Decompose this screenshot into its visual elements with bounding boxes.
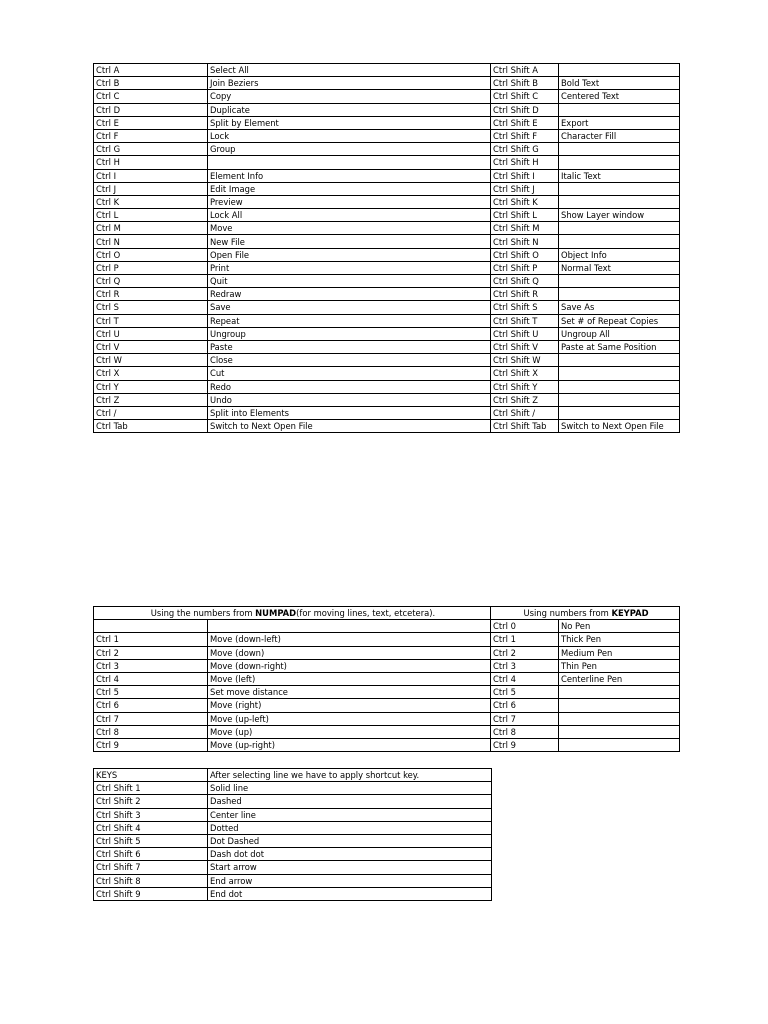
numpad-key: Ctrl 5 [94, 686, 208, 699]
numpad-row [94, 712, 680, 725]
ctrl-shift-shortcut-action: Italic Text [559, 169, 680, 182]
keypad-key: Ctrl 4 [491, 672, 559, 685]
keypad-header-pre: Using numbers from [523, 608, 612, 619]
ctrl-shortcut-action: Move [208, 222, 491, 235]
line-style-name: End dot [208, 887, 492, 900]
line-style-row [94, 821, 492, 834]
numpad-row [94, 672, 680, 685]
ctrl-shortcut-key: Ctrl Y [94, 380, 208, 393]
ctrl-shift-shortcut-key: Ctrl Shift G [491, 143, 559, 156]
ctrl-shortcut-key: Ctrl U [94, 327, 208, 340]
numpad-row [94, 738, 680, 751]
line-style-key: Ctrl Shift 4 [94, 821, 208, 834]
numpad-action: Move (down-left) [208, 633, 491, 646]
line-style-name: Dashed [208, 795, 492, 808]
ctrl-shift-shortcut-action [559, 64, 680, 77]
keypad-action [559, 699, 680, 712]
line-style-row [94, 861, 492, 874]
line-style-key: Ctrl Shift 6 [94, 848, 208, 861]
ctrl-shift-shortcut-action [559, 367, 680, 380]
shortcut-row [94, 275, 680, 288]
ctrl-shift-shortcut-key: Ctrl Shift S [491, 301, 559, 314]
ctrl-shift-shortcut-action: Bold Text [559, 77, 680, 90]
numpad-header-row [94, 607, 680, 620]
shortcut-row [94, 288, 680, 301]
ctrl-shift-shortcut-key: Ctrl Shift / [491, 406, 559, 419]
ctrl-shortcut-action: Split into Elements [208, 406, 491, 419]
ctrl-shortcut-key: Ctrl A [94, 64, 208, 77]
keypad-key: Ctrl 0 [491, 620, 559, 633]
line-style-description-header: After selecting line we have to apply shortcut key. [208, 769, 492, 782]
shortcut-row [94, 64, 680, 77]
keypad-action: Centerline Pen [559, 672, 680, 685]
ctrl-shift-shortcut-action [559, 393, 680, 406]
shortcut-row [94, 380, 680, 393]
shortcut-row [94, 301, 680, 314]
ctrl-shortcut-key: Ctrl F [94, 129, 208, 142]
ctrl-shift-shortcut-key: Ctrl Shift W [491, 354, 559, 367]
ctrl-shortcut-action: Ungroup [208, 327, 491, 340]
keypad-action: Thin Pen [559, 659, 680, 672]
numpad-action: Move (up) [208, 725, 491, 738]
numpad-key: Ctrl 9 [94, 738, 208, 751]
ctrl-shortcut-key: Ctrl T [94, 314, 208, 327]
numpad-key: Ctrl 1 [94, 633, 208, 646]
shortcut-row [94, 420, 680, 433]
numpad-row [94, 633, 680, 646]
line-style-row [94, 848, 492, 861]
numpad-keypad-body [94, 620, 680, 752]
shortcut-row [94, 156, 680, 169]
line-style-header-row [94, 769, 492, 782]
line-style-key: Ctrl Shift 7 [94, 861, 208, 874]
ctrl-shortcut-key: Ctrl V [94, 340, 208, 353]
ctrl-shortcut-key: Ctrl B [94, 77, 208, 90]
ctrl-shortcuts-body [94, 64, 680, 433]
ctrl-shift-shortcut-action [559, 182, 680, 195]
shortcut-row [94, 129, 680, 142]
line-style-name: Dash dot dot [208, 848, 492, 861]
ctrl-shift-shortcut-key: Ctrl Shift V [491, 340, 559, 353]
shortcut-row [94, 143, 680, 156]
ctrl-shortcut-key: Ctrl S [94, 301, 208, 314]
keypad-key: Ctrl 5 [491, 686, 559, 699]
numpad-header-pre: Using the numbers from [150, 608, 256, 619]
numpad-action: Move (up-right) [208, 738, 491, 751]
numpad-action [208, 620, 491, 633]
numpad-row [94, 659, 680, 672]
shortcut-row [94, 90, 680, 103]
shortcut-row [94, 367, 680, 380]
line-style-key: Ctrl Shift 8 [94, 874, 208, 887]
line-style-row [94, 808, 492, 821]
ctrl-shift-shortcut-key: Ctrl Shift P [491, 261, 559, 274]
numpad-action: Move (right) [208, 699, 491, 712]
numpad-keypad-table [93, 606, 680, 752]
ctrl-shortcut-action: Lock [208, 129, 491, 142]
ctrl-shortcut-action: Undo [208, 393, 491, 406]
ctrl-shift-shortcut-key: Ctrl Shift Y [491, 380, 559, 393]
shortcut-row [94, 393, 680, 406]
ctrl-shortcut-action: Redraw [208, 288, 491, 301]
ctrl-shift-shortcut-action: Ungroup All [559, 327, 680, 340]
shortcut-row [94, 248, 680, 261]
keys-header: KEYS [94, 769, 208, 782]
keypad-action [559, 712, 680, 725]
shortcut-row [94, 195, 680, 208]
ctrl-shift-shortcut-action [559, 380, 680, 393]
ctrl-shift-shortcut-key: Ctrl Shift H [491, 156, 559, 169]
ctrl-shortcut-action: Join Beziers [208, 77, 491, 90]
keypad-key: Ctrl 2 [491, 646, 559, 659]
ctrl-shift-shortcut-key: Ctrl Shift X [491, 367, 559, 380]
numpad-row [94, 646, 680, 659]
ctrl-shift-shortcut-key: Ctrl Shift J [491, 182, 559, 195]
ctrl-shift-shortcut-action: Centered Text [559, 90, 680, 103]
ctrl-shortcut-key: Ctrl X [94, 367, 208, 380]
ctrl-shift-shortcut-key: Ctrl Shift O [491, 248, 559, 261]
shortcut-row [94, 406, 680, 419]
keypad-action [559, 738, 680, 751]
line-style-key: Ctrl Shift 2 [94, 795, 208, 808]
ctrl-shortcut-action: Print [208, 261, 491, 274]
ctrl-shift-shortcut-action [559, 103, 680, 116]
line-style-name: Start arrow [208, 861, 492, 874]
ctrl-shortcut-key: Ctrl I [94, 169, 208, 182]
numpad-action: Move (left) [208, 672, 491, 685]
ctrl-shortcut-action: New File [208, 235, 491, 248]
ctrl-shortcut-action: Edit Image [208, 182, 491, 195]
numpad-action: Move (up-left) [208, 712, 491, 725]
ctrl-shortcut-action: Repeat [208, 314, 491, 327]
ctrl-shift-shortcut-action [559, 354, 680, 367]
ctrl-shortcut-action: Split by Element [208, 116, 491, 129]
keypad-header-keyword: KEYPAD [611, 608, 649, 619]
ctrl-shortcut-key: Ctrl Tab [94, 420, 208, 433]
ctrl-shift-shortcut-action [559, 156, 680, 169]
line-style-name: Solid line [208, 782, 492, 795]
ctrl-shortcut-action: Switch to Next Open File [208, 420, 491, 433]
ctrl-shortcut-key: Ctrl D [94, 103, 208, 116]
numpad-header-keyword: NUMPAD [255, 608, 297, 619]
keypad-action: Medium Pen [559, 646, 680, 659]
keypad-key: Ctrl 1 [491, 633, 559, 646]
ctrl-shift-shortcut-key: Ctrl Shift T [491, 314, 559, 327]
ctrl-shift-shortcut-action: Paste at Same Position [559, 340, 680, 353]
numpad-header-post: (for moving lines, text, etcetera). [296, 608, 436, 619]
ctrl-shift-shortcut-action [559, 406, 680, 419]
ctrl-shortcut-key: Ctrl W [94, 354, 208, 367]
numpad-action: Move (down) [208, 646, 491, 659]
ctrl-shortcut-key: Ctrl R [94, 288, 208, 301]
shortcut-row [94, 116, 680, 129]
ctrl-shortcut-key: Ctrl J [94, 182, 208, 195]
numpad-row [94, 725, 680, 738]
numpad-row [94, 699, 680, 712]
shortcut-row [94, 354, 680, 367]
ctrl-shortcut-action: Element Info [208, 169, 491, 182]
ctrl-shortcut-action: Quit [208, 275, 491, 288]
ctrl-shortcut-action: Close [208, 354, 491, 367]
ctrl-shortcut-key: Ctrl P [94, 261, 208, 274]
ctrl-shortcut-key: Ctrl K [94, 195, 208, 208]
ctrl-shortcut-key: Ctrl E [94, 116, 208, 129]
numpad-key: Ctrl 7 [94, 712, 208, 725]
shortcut-row [94, 222, 680, 235]
numpad-key: Ctrl 2 [94, 646, 208, 659]
line-style-row [94, 874, 492, 887]
numpad-row [94, 620, 680, 633]
ctrl-shift-shortcut-key: Ctrl Shift R [491, 288, 559, 301]
ctrl-shift-shortcut-action: Object Info [559, 248, 680, 261]
keypad-action [559, 686, 680, 699]
shortcut-row [94, 314, 680, 327]
ctrl-shift-shortcut-key: Ctrl Shift F [491, 129, 559, 142]
line-style-key: Ctrl Shift 1 [94, 782, 208, 795]
ctrl-shift-shortcut-key: Ctrl Shift K [491, 195, 559, 208]
line-style-name: Dot Dashed [208, 834, 492, 847]
line-style-row [94, 887, 492, 900]
ctrl-shortcut-action [208, 156, 491, 169]
keypad-action [559, 725, 680, 738]
ctrl-shortcut-action: Paste [208, 340, 491, 353]
ctrl-shortcut-action: Redo [208, 380, 491, 393]
ctrl-shortcut-key: Ctrl G [94, 143, 208, 156]
ctrl-shift-shortcut-action [559, 288, 680, 301]
numpad-row [94, 686, 680, 699]
ctrl-shift-shortcut-key: Ctrl Shift B [491, 77, 559, 90]
ctrl-shortcut-action: Preview [208, 195, 491, 208]
ctrl-shortcut-action: Select All [208, 64, 491, 77]
line-style-name: Center line [208, 808, 492, 821]
ctrl-shortcut-key: Ctrl Z [94, 393, 208, 406]
ctrl-shift-shortcut-action [559, 222, 680, 235]
shortcut-row [94, 77, 680, 90]
numpad-key: Ctrl 8 [94, 725, 208, 738]
ctrl-shortcut-action: Open File [208, 248, 491, 261]
keypad-key: Ctrl 9 [491, 738, 559, 751]
numpad-key: Ctrl 6 [94, 699, 208, 712]
ctrl-shortcut-key: Ctrl M [94, 222, 208, 235]
ctrl-shortcut-action: Group [208, 143, 491, 156]
ctrl-shortcut-action: Copy [208, 90, 491, 103]
numpad-key: Ctrl 4 [94, 672, 208, 685]
ctrl-shortcut-action: Duplicate [208, 103, 491, 116]
ctrl-shift-shortcut-key: Ctrl Shift U [491, 327, 559, 340]
numpad-action: Move (down-right) [208, 659, 491, 672]
keypad-key: Ctrl 6 [491, 699, 559, 712]
line-style-key: Ctrl Shift 9 [94, 887, 208, 900]
keypad-key: Ctrl 7 [491, 712, 559, 725]
ctrl-shortcut-key: Ctrl N [94, 235, 208, 248]
keypad-action: No Pen [559, 620, 680, 633]
ctrl-shift-shortcut-key: Ctrl Shift E [491, 116, 559, 129]
ctrl-shift-shortcut-key: Ctrl Shift Tab [491, 420, 559, 433]
numpad-key [94, 620, 208, 633]
keypad-key: Ctrl 3 [491, 659, 559, 672]
shortcut-row [94, 235, 680, 248]
keypad-header [491, 607, 680, 620]
line-style-body [94, 782, 492, 901]
ctrl-shift-shortcut-key: Ctrl Shift Z [491, 393, 559, 406]
ctrl-shift-shortcut-key: Ctrl Shift N [491, 235, 559, 248]
shortcut-row [94, 169, 680, 182]
line-style-row [94, 782, 492, 795]
ctrl-shift-shortcut-key: Ctrl Shift M [491, 222, 559, 235]
ctrl-shortcut-key: Ctrl Q [94, 275, 208, 288]
ctrl-shift-shortcut-action: Switch to Next Open File [559, 420, 680, 433]
shortcut-row [94, 182, 680, 195]
ctrl-shift-shortcut-action [559, 143, 680, 156]
shortcut-row [94, 340, 680, 353]
line-style-row [94, 795, 492, 808]
ctrl-shortcut-key: Ctrl H [94, 156, 208, 169]
shortcut-row [94, 209, 680, 222]
ctrl-shortcut-action: Cut [208, 367, 491, 380]
ctrl-shift-shortcut-action: Set # of Repeat Copies [559, 314, 680, 327]
line-style-key: Ctrl Shift 5 [94, 834, 208, 847]
shortcut-row [94, 261, 680, 274]
numpad-key: Ctrl 3 [94, 659, 208, 672]
line-style-key: Ctrl Shift 3 [94, 808, 208, 821]
ctrl-shift-shortcut-key: Ctrl Shift D [491, 103, 559, 116]
line-style-row [94, 834, 492, 847]
ctrl-shift-shortcut-action [559, 235, 680, 248]
ctrl-shortcut-action: Save [208, 301, 491, 314]
ctrl-shortcut-key: Ctrl L [94, 209, 208, 222]
ctrl-shift-shortcut-key: Ctrl Shift A [491, 64, 559, 77]
line-style-table [93, 768, 492, 901]
ctrl-shift-shortcut-action: Normal Text [559, 261, 680, 274]
ctrl-shift-shortcut-action: Character Fill [559, 129, 680, 142]
line-style-name: Dotted [208, 821, 492, 834]
ctrl-shortcut-key: Ctrl O [94, 248, 208, 261]
ctrl-shift-shortcut-action: Show Layer window [559, 209, 680, 222]
shortcut-row [94, 103, 680, 116]
ctrl-shift-shortcut-key: Ctrl Shift Q [491, 275, 559, 288]
ctrl-shortcut-key: Ctrl / [94, 406, 208, 419]
numpad-header [94, 607, 491, 620]
shortcut-row [94, 327, 680, 340]
numpad-action: Set move distance [208, 686, 491, 699]
keypad-action: Thick Pen [559, 633, 680, 646]
ctrl-shift-shortcut-action [559, 195, 680, 208]
ctrl-shift-shortcut-action: Save As [559, 301, 680, 314]
ctrl-shortcut-key: Ctrl C [94, 90, 208, 103]
ctrl-shift-shortcut-key: Ctrl Shift I [491, 169, 559, 182]
ctrl-shortcut-action: Lock All [208, 209, 491, 222]
line-style-name: End arrow [208, 874, 492, 887]
ctrl-shift-shortcut-action [559, 275, 680, 288]
keypad-key: Ctrl 8 [491, 725, 559, 738]
ctrl-shortcuts-table [93, 63, 680, 433]
ctrl-shift-shortcut-key: Ctrl Shift C [491, 90, 559, 103]
ctrl-shift-shortcut-action: Export [559, 116, 680, 129]
ctrl-shift-shortcut-key: Ctrl Shift L [491, 209, 559, 222]
